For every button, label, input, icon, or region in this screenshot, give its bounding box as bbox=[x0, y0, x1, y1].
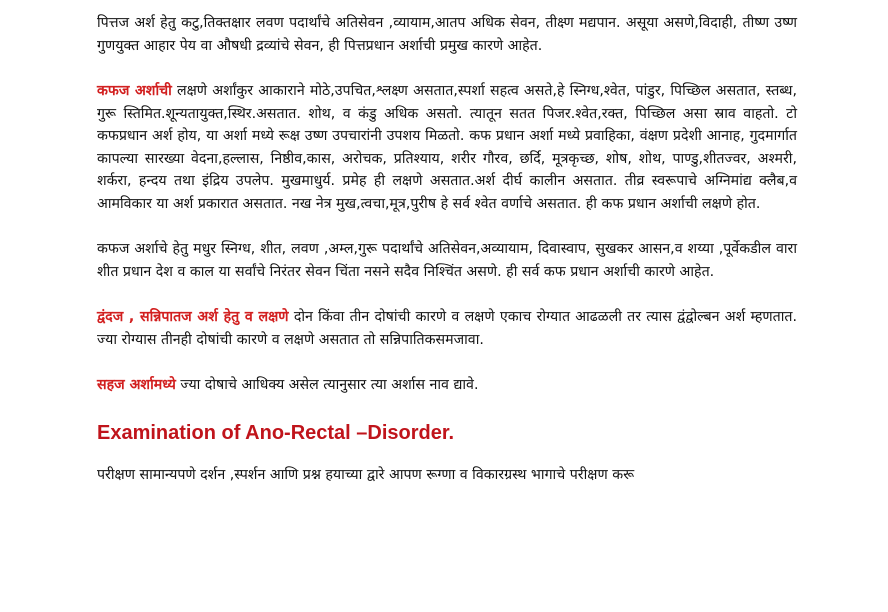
paragraph-text: परीक्षण सामान्यपणे दर्शन ,स्पर्शन आणि प्रश्न हयाच्या द्वारे आपण रूग्णा व विकारग्रस्थ भागाचे परीक्षण करू bbox=[97, 466, 635, 483]
document-page bbox=[97, 12, 797, 486]
paragraph-lead-sahaj: सहज अर्शामध्ये bbox=[97, 377, 176, 393]
paragraph-kaphaj-symptoms bbox=[97, 80, 797, 215]
paragraph-text: लक्षणे अर्शांकुर आकाराने मोठे,उपचित,श्लक्ष्ण असतात,स्पर्शा सहत्व असते,हे स्निग्ध,श्वेत, पांडुर, पिच्छिल असतात, स्तब्ध, गुरू स्तिमित.शून्यतायुक्त,स्थिर.असतात. शोथ, व कंडु अधिक असतो. त्यातून सतत पिजर.श्वेत,रक्त, पिच्छिल असा स्राव वाहतो. टो कफप्रधान अर्श होय, या अर्शा मध्ये रूक्ष उष्ण उपचारांनी उपशय मिळतो. कफ प्रधान अर्शा मध्ये प्रवाहिका, वंक्षण प्रदेशी आनाह, गुदमार्गात कापल्या सारख्या वेदना,हल्लास, निष्ठीव,कास, अरोचक, प्रतिश्याय, शरीर गौरव, छर्दि, मूत्रकृच्छ, शोष, शोथ, पाण्डु,शीतज्वर, अश्मरी, शर्करा, हन्दय तथा इंद्रिय उपलेप. मुखमाधुर्य. प्रमेह ही लक्षणे असतात.अर्श दीर्घ कालीन असतात. तीव्र स्वरूपाचे अग्निमांद्य क्लैब,व आमविकार या अर्श प्रकारात असतात. नख नेत्र मुख,त्वचा,मूत्र,पुरीष हे सर्व श्वेत वर्णाचे असतात. ही कफ प्रधान अर्शाची लक्षणे होत. bbox=[97, 83, 797, 212]
paragraph-lead-kaphaj: कफज अर्शाची bbox=[97, 83, 172, 99]
paragraph-text: ज्या दोषाचे आधिक्य असेल त्यानुसार त्या अर्शास नाव द्यावे. bbox=[175, 377, 479, 393]
paragraph-lead-dvandaj: द्वंदज , सन्निपातज अर्श हेतु व लक्षणे bbox=[97, 309, 289, 325]
paragraph-pittaj-causes bbox=[97, 12, 797, 57]
paragraph-text: दोन किंवा तीन दोषांची कारणे व लक्षणे एकाच रोग्यात आढळली तर त्यास द्वंद्वोल्बन अर्श म्हणतात. ज्या रोग्यास तीनही दोषांची कारणे व लक्षणे असतात तो सन्निपातिकसमजावा. bbox=[97, 309, 797, 348]
paragraph-examination bbox=[97, 464, 797, 487]
section-heading: Examination of Ano-Rectal –Disorder. bbox=[97, 421, 455, 444]
paragraph-text: पित्तज अर्श हेतु कटु,तिक्तक्षार लवण पदार्थांचे अतिसेवन ,व्यायाम,आतप अधिक सेवन, तीक्ष्ण मद्यपान. असूया असणे,विदाही, तीष्ण उष्ण गुणयुक्त आहार पेय वा औषधी द्रव्यांचे सेवन, ही पित्तप्रधान अर्शाची प्रमुख कारणे आहेत. bbox=[97, 15, 797, 54]
paragraph-text: कफज अर्शाचे हेतु मधुर स्निग्ध, शीत, लवण ,अम्ल,गुरू पदार्थांचे अतिसेवन,अव्यायाम, दिवास्वाप, सुखकर आसन,व शय्या ,पूर्वेकडील वारा शीत प्रधान देश व काल या सर्वांचे निरंतर सेवन चिंता नसने सदैव निश्चिंत असणे. ही सर्व कफ प्रधान अर्शाची कारणे आहेत. bbox=[97, 241, 797, 280]
paragraph-sahaj bbox=[97, 374, 797, 397]
paragraph-kaphaj-causes bbox=[97, 238, 797, 283]
paragraph-dvandaj bbox=[97, 306, 797, 351]
